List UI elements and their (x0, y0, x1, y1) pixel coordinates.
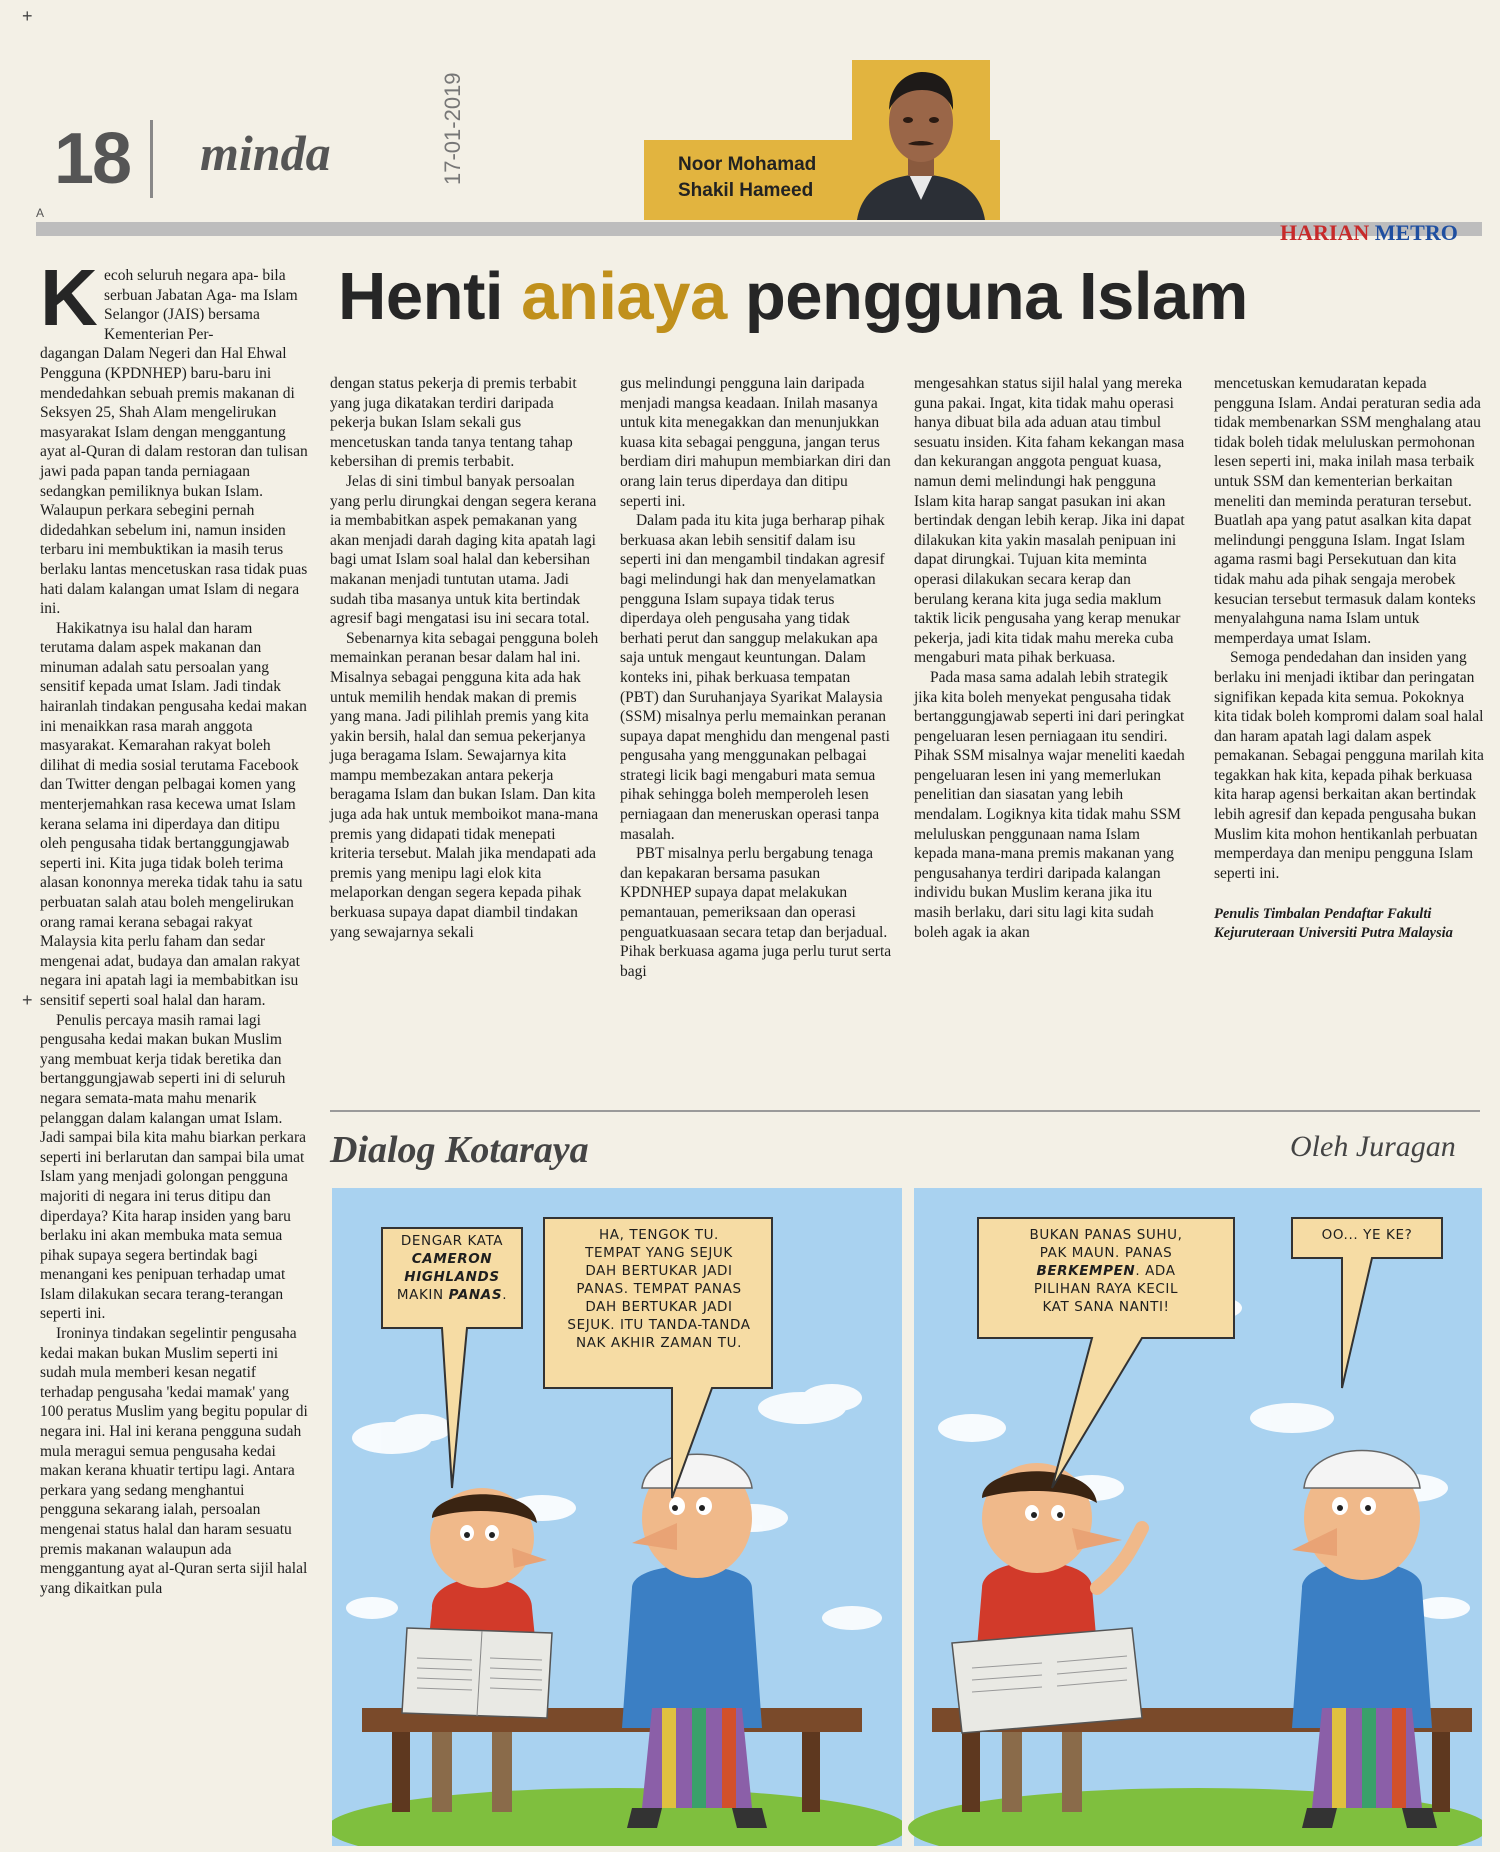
paragraph-text: dagangan Dalam Negeri dan Hal Ehwal Pengguna (KPDNHEP) baru-baru ini mendedahkan sebuah premis makanan di Seksyen 25, Shah Alam mengelirukan masyarakat Islam dengan menggantung ayat al-Quran di dalam restoran dan tulisan jawi pada papan tanda perniagaan sedangkan pemiliknya bukan Islam. Walaupun perkara sebegini pernah didedahkan sebelum ini, namun insiden terbaru ini membuktikan ia masih terus berlaku lantas mencetuskan rasa tidak puas hati dalam kalangan umat Islam di negara ini. (40, 345, 308, 618)
speech-bubble-2-text (546, 1226, 772, 1352)
article-paragraph: gus melindungi pengguna lain daripada menjadi mangsa keadaan. Inilah masanya untuk kita menegakkan dan menunjukkan kuasa kita sebagai pengguna, jangan terus berdiam diri mahupun membiarkan diri dan orang lain terus diperdaya dan ditipu seperti ini. (620, 375, 891, 510)
article-paragraph: mengesahkan status sijil halal yang mereka guna pakai. Ingat, kita tidak mahu operasi hanya dibuat bila ada aduan atau timbul sesuatu insiden. Kita faham kekangan masa dan kekurangan anggota penguat kuasa, namun demi melindungi hak pengguna Islam kita harap sangat pasukan ini akan bertindak dengan lebih kerap. Jika ini dapat dilakukan kita yakin masalah penipuan ini dapat dirungkai. Tujuan kita meminta operasi dilakukan secara kerap dan berulang kerana kita juga sedia maklum taktik licik pengusaha yang kerap menukar pekerja, jadi kita tidak mahu mereka cuba mengaburi mata pihak berkuasa. (914, 375, 1185, 667)
comic-artist: Oleh Juragan (1290, 1130, 1456, 1163)
article-paragraph: dengan status pekerja di premis terbabit yang juga dikatakan terdiri daripada pekerja bukan Islam sekali gus mencetuskan tanda tanya tentang tahap kebersihan di premis terbabit. (330, 375, 577, 471)
bubble-line-emphasis: HIGHLANDS (404, 1269, 500, 1285)
bubble-line: SEJUK. ITU TANDA-TANDA (567, 1317, 751, 1333)
article-paragraph: Hakikatnya isu halal dan haram terutama dalam aspek makanan dan minuman adalah satu persoalan yang sensitif kepada umat Islam. Jadi tindak hairanlah tindakan pengusaha kedai makan ini menaikkan rasa marah anggota masyarakat. Kemarahan rakyat boleh dilihat di media sosial terutama Facebook dan Twitter dengan pelbagai komen yang menterjemahkan rasa kecewa umat Islam kerana selama ini diperdaya dan ditipu oleh pengusaha tidak bertanggungjawab seperti ini. Kita juga tidak boleh terima alasan kononnya mereka tidak tahu ia satu perbuatan salah atau boleh mengelirukan orang ramai kerana sebagai rakyat Malaysia kita perlu faham dan sedar mengenai adat, budaya dan amalan rakyat negara ini apatah lagi ia membabitkan isu sensitif seperti soal halal dan haram. (40, 619, 307, 1009)
article-column-2 (330, 374, 600, 942)
comic-title: Dialog Kotaraya (330, 1129, 589, 1171)
bubble-line: PAK MAUN. PANAS (1039, 1245, 1173, 1261)
page-letter: A (36, 206, 45, 220)
article-column-3 (620, 374, 892, 981)
speech-bubble-1-text (382, 1232, 522, 1304)
bubble-line: DENGAR KATA (400, 1233, 504, 1249)
article-paragraph: Pada masa sama adalah lebih strategik jika kita boleh menyekat pengusaha tidak bertanggungjawab seperti ini dari peringkat pengeluaran lesen perniagaan itu sendiri. Pihak SSM misalnya wajar meneliti kaedah pengeluaran lesen ini yang memerlukan penelitian dan siasatan yang lebih mendalam. Logiknya kita tidak mahu SSM meluluskan penggunaan nama Islam kepada mana-mana premis makanan yang pengusahanya terdiri daripada kalangan individu bukan Muslim kerana jika itu masih berlaku, dari situ lagi kita sudah boleh agak ia akan (914, 668, 1185, 941)
bubble-line: BUKAN PANAS SUHU, (1029, 1227, 1183, 1243)
bubble-line: PILIHAN RAYA KECIL (1033, 1281, 1179, 1297)
brand-logo (1280, 220, 1458, 246)
speech-bubble-4-text (1294, 1226, 1440, 1244)
article-column-4 (914, 374, 1186, 942)
section-title: minda (200, 125, 331, 181)
bubble-line: DAH BERTUKAR JADI (585, 1263, 733, 1279)
author-name-line1: Noor Mohamad (678, 154, 817, 175)
bubble-line: MAKIN (396, 1287, 449, 1303)
article-paragraph: Dalam pada itu kita juga berharap pihak berkuasa akan lebih sensitif dalam isu seperti ini dan mengambil tindakan agresif bagi melindungi hak dan menyelamatkan pengguna Islam supaya tidak terus diperdaya oleh pengusaha yang tidak berhati perut dan sanggup melakukan apa saja untuk mengaut keuntungan. Dalam konteks ini, pihak berkuasa tempatan (PBT) dan Suruhanjaya Syarikat Malaysia (SSM) misalnya perlu memainkan peranan supaya dapat menghidu dan mengenal pasti pengusaha yang menggunakan pelbagai strategi licik bagi mengaburi mata semua pihak sehingga boleh memperoleh lesen perniagaan dan meneruskan operasi tanpa masalah. (620, 512, 890, 843)
bubble-line: . (502, 1287, 508, 1303)
newspaper-icon (402, 1628, 552, 1718)
bubble-line: HA, TENGOK TU. (599, 1227, 719, 1243)
headline-part1: Henti (338, 259, 522, 334)
article-paragraph: mencetuskan kemudaratan kepada pengguna Islam. Andai peraturan sedia ada tidak membenarkan SSM menghalang atau tidak boleh tidak meluluskan permohonan lesen seperti ini, maka inilah masa terbaik untuk SSM dan kementerian berkaitan meneliti dan meminda peraturan tersebut. Buatlah apa yang patut asalkan kita dapat melindungi pengguna Islam. Ingat Islam agama rasmi bagi Persekutuan dan kita tidak mahu ada pihak sengaja merobek kesucian tersebut termasuk dalam konteks menyalahguna nama Islam untuk memperdaya umat Islam. (1214, 375, 1481, 647)
article-column-1 (40, 266, 308, 1598)
author-name-line2: Shakil Hameed (678, 180, 814, 201)
drop-cap: K (40, 253, 98, 342)
headline-highlight: aniaya (521, 259, 727, 334)
article-paragraph: Sebenarnya kita sebagai pengguna boleh memainkan peranan besar dalam hal ini. Misalnya sebagai pengguna kita ada hak untuk memilih hendak makan di premis yang mana. Jadi pilihlah premis yang kita yakin bersih, halal dan semua pekerjanya juga beragama Islam. Sewajarnya kita mampu membezakan antara pekerja beragama Islam dan bukan Islam. Dan kita juga ada hak untuk memboikot mana-mana premis yang didapati tidak menepati kriteria tersebut. Malah jika mendapati ada premis yang menipu lagi elok kita melaporkan dengan segera kepada pihak berkuasa supaya dapat diambil tindakan yang sewajarnya sekali (330, 629, 599, 941)
article-paragraph: PBT misalnya perlu bergabung tenaga dan kepakaran bersama pasukan KPDNHEP supaya dapat melakukan pemantauan, pemeriksaan dan operasi penguatkuasaan secara tetap dan berjadual. Pihak berkuasa agama juga perlu turut serta bagi (620, 845, 892, 980)
writer-note: Penulis Timbalan Pendaftar Fakulti Kejuruteraan Universiti Putra Malaysia (1214, 906, 1453, 942)
bubble-line: . ADA (1135, 1263, 1176, 1279)
bubble-line-emphasis: BERKEMPEN (1036, 1263, 1136, 1279)
header-rule (36, 222, 1482, 236)
comic-divider (330, 1110, 1480, 1112)
author-portrait-icon (852, 60, 990, 220)
bubble-line: TEMPAT YANG SEJUK (585, 1245, 733, 1261)
brand-logo-part2: METRO (1374, 220, 1458, 245)
bubble-line: DAH BERTUKAR JADI (585, 1299, 733, 1315)
author-name (678, 152, 838, 204)
crop-mark: + (22, 6, 33, 26)
article-paragraph: Ironinya tindakan segelintir pengusaha kedai makan bukan Muslim seperti ini sudah mula memberi kesan negatif terhadap pengusaha 'kedai mamak' yang 100 peratus Muslim yang begitu popular di negara ini. Hal ini kerana pengguna sudah mula meragui semua pengusaha kedai makan kerana khuatir tertipu lagi. Antara perkara yang sedang menghantui pengguna sekarang ialah, persoalan mengenai status halal dan haram sesuatu premis makanan walaupun ada menggantung ayat al-Quran serta sijil halal yang dikaitkan pula (40, 1325, 308, 1597)
newspaper-icon (952, 1628, 1142, 1733)
article-paragraph: Jelas di sini timbul banyak persoalan yang perlu dirungkai dengan segera kerana ia membabitkan aspek pemakanan yang akan menjadi darah daging kita apatah lagi bagi umat Islam soal halal dan kebersihan makanan menjadi tuntutan utama. Jadi sudah tiba masanya untuk kita bertindak agresif bagi mengatasi isu ini secara total. (330, 472, 597, 628)
brand-logo-part1: HARIAN (1280, 220, 1370, 245)
page-number: 18 (54, 119, 131, 199)
panel-gutter (902, 1188, 914, 1846)
bubble-line: NAK AKHIR ZAMAN TU. (576, 1335, 742, 1351)
article-column-5 (1214, 374, 1486, 943)
crop-mark: + (22, 990, 33, 1010)
lead-text: ecoh seluruh negara apa- bila serbuan Jabatan Aga- ma Islam Selangor (JAIS) bersama Kementerian Per- (104, 267, 298, 343)
headline (338, 258, 1478, 335)
speech-bubble-3-text (980, 1226, 1232, 1316)
header-divider (150, 120, 153, 198)
bubble-line: OO... YE KE? (1321, 1227, 1413, 1243)
author-photo (852, 60, 990, 220)
article-paragraph (40, 266, 308, 619)
headline-part3: pengguna Islam (726, 259, 1248, 334)
bubble-line: KAT SANA NANTI! (1042, 1299, 1170, 1315)
article-paragraph: Penulis percaya masih ramai lagi pengusaha kedai makan bukan Muslim yang membuat kerja tidak beretika dan bertanggungjawab seperti ini di seluruh negara semata-mata mahu menarik pelanggan dalam kalangan umat Islam. Jadi sampai bila kita mahu biarkan perkara seperti ini berlarutan dan sampai bila umat Islam yang menjadi golongan pengguna majoriti di negara ini terus ditipu dan diperdaya? Kita harap insiden yang baru berlaku ini akan membuka mata semua pihak supaya segera bertindak bagi menangani kes penipuan terhadap umat Islam dilakukan secara terang-terangan seperti ini. (40, 1011, 306, 1323)
bubble-line-emphasis: CAMERON (411, 1251, 493, 1267)
bubble-line-emphasis: PANAS (448, 1287, 503, 1303)
bubble-line: PANAS. TEMPAT PANAS (576, 1281, 742, 1297)
article-paragraph: Semoga pendedahan dan insiden yang berlaku ini menjadi iktibar dan peringatan signifikan kepada kita semua. Pokoknya kita tidak boleh kompromi dalam soal halal dan haram apatah lagi dalam aspek pemakanan. Sebagai pengguna marilah kita tegakkan hak kita, kepada pihak berkuasa kita harap agensi berkaitan akan bertindak lebih agresif dan kepada pengusaha bukan Muslim kita mohon hentikanlah perbuatan memperdaya dan menipu pengguna Islam seperti ini. (1214, 649, 1484, 882)
issue-date: 17-01-2019 (440, 72, 465, 185)
